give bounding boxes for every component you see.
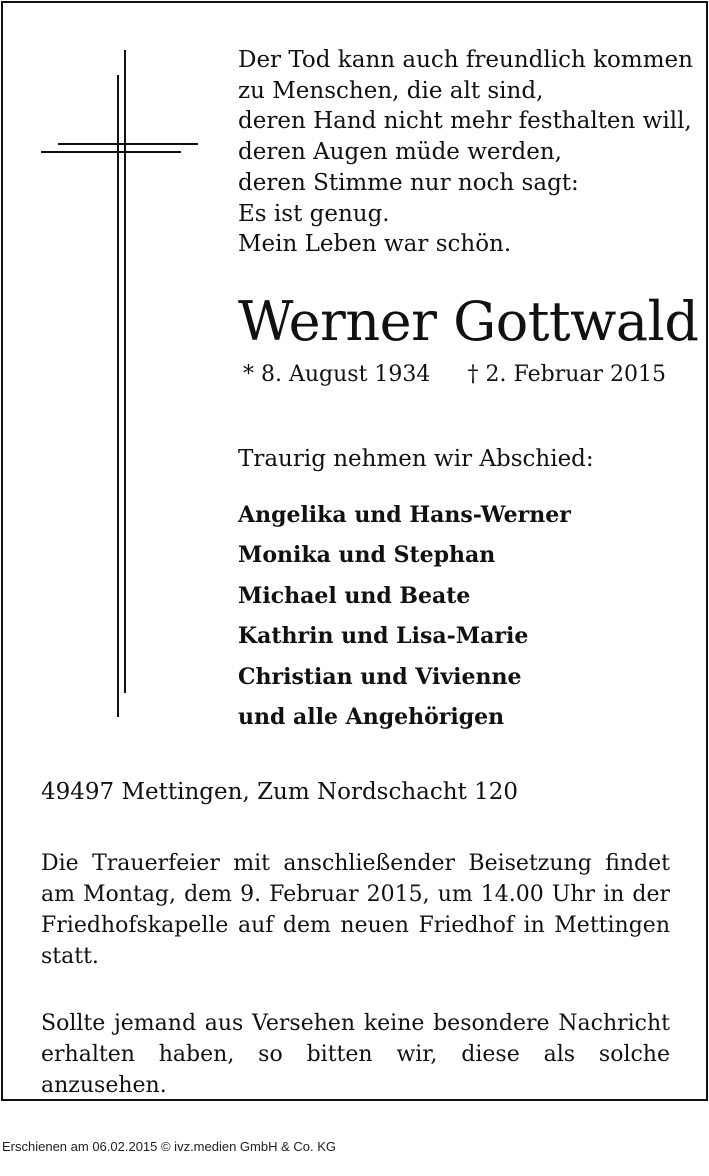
- mourner-name: Angelika und Hans-Werner: [238, 502, 571, 528]
- mourner-name: und alle Angehörigen: [238, 704, 505, 731]
- funeral-notice: Die Trauerfeier mit anschließender Beisetzung findet am Montag, dem 9. Februar 2015, um 14.00 Uhr in der Friedhofskapelle auf dem neuen Friedhof in Mettingen statt.: [41, 851, 670, 969]
- mourners-intro: Traurig nehmen wir Abschied:: [238, 446, 594, 472]
- poem-line: Mein Leben war schön.: [238, 231, 512, 258]
- poem-line: zu Menschen, die alt sind,: [238, 77, 544, 104]
- poem-line: deren Stimme nur noch sagt:: [238, 169, 579, 196]
- closing-notice: Sollte jemand aus Versehen keine besondere Nachricht erhalten haben, so bitten wir, diese als solche anzusehen.: [41, 1011, 670, 1098]
- deceased-name: Werner Gottwald: [238, 290, 699, 353]
- poem-line: deren Augen müde werden,: [238, 139, 562, 166]
- death-date: † 2. Februar 2015: [467, 362, 666, 387]
- double-line-cross-icon: [3, 3, 203, 723]
- mourner-name: Michael und Beate: [238, 582, 471, 609]
- poem-line: Es ist genug.: [238, 200, 390, 227]
- birth-date: * 8. August 1934: [243, 362, 431, 387]
- mourners-list: [238, 495, 571, 737]
- family-address: 49497 Mettingen, Zum Nordschacht 120: [41, 779, 519, 805]
- mourner-name: Monika und Stephan: [238, 542, 496, 569]
- publication-footer: Erschienen am 06.02.2015 © ivz.medien GmbH & Co. KG: [2, 1139, 337, 1154]
- poem: [238, 45, 693, 260]
- obituary-card: [1, 1, 708, 1101]
- mourner-name: Christian und Vivienne: [238, 663, 522, 690]
- poem-line: deren Hand nicht mehr festhalten will,: [238, 108, 692, 135]
- mourner-name: Kathrin und Lisa-Marie: [238, 623, 529, 650]
- poem-line: Der Tod kann auch freundlich kommen: [238, 47, 693, 73]
